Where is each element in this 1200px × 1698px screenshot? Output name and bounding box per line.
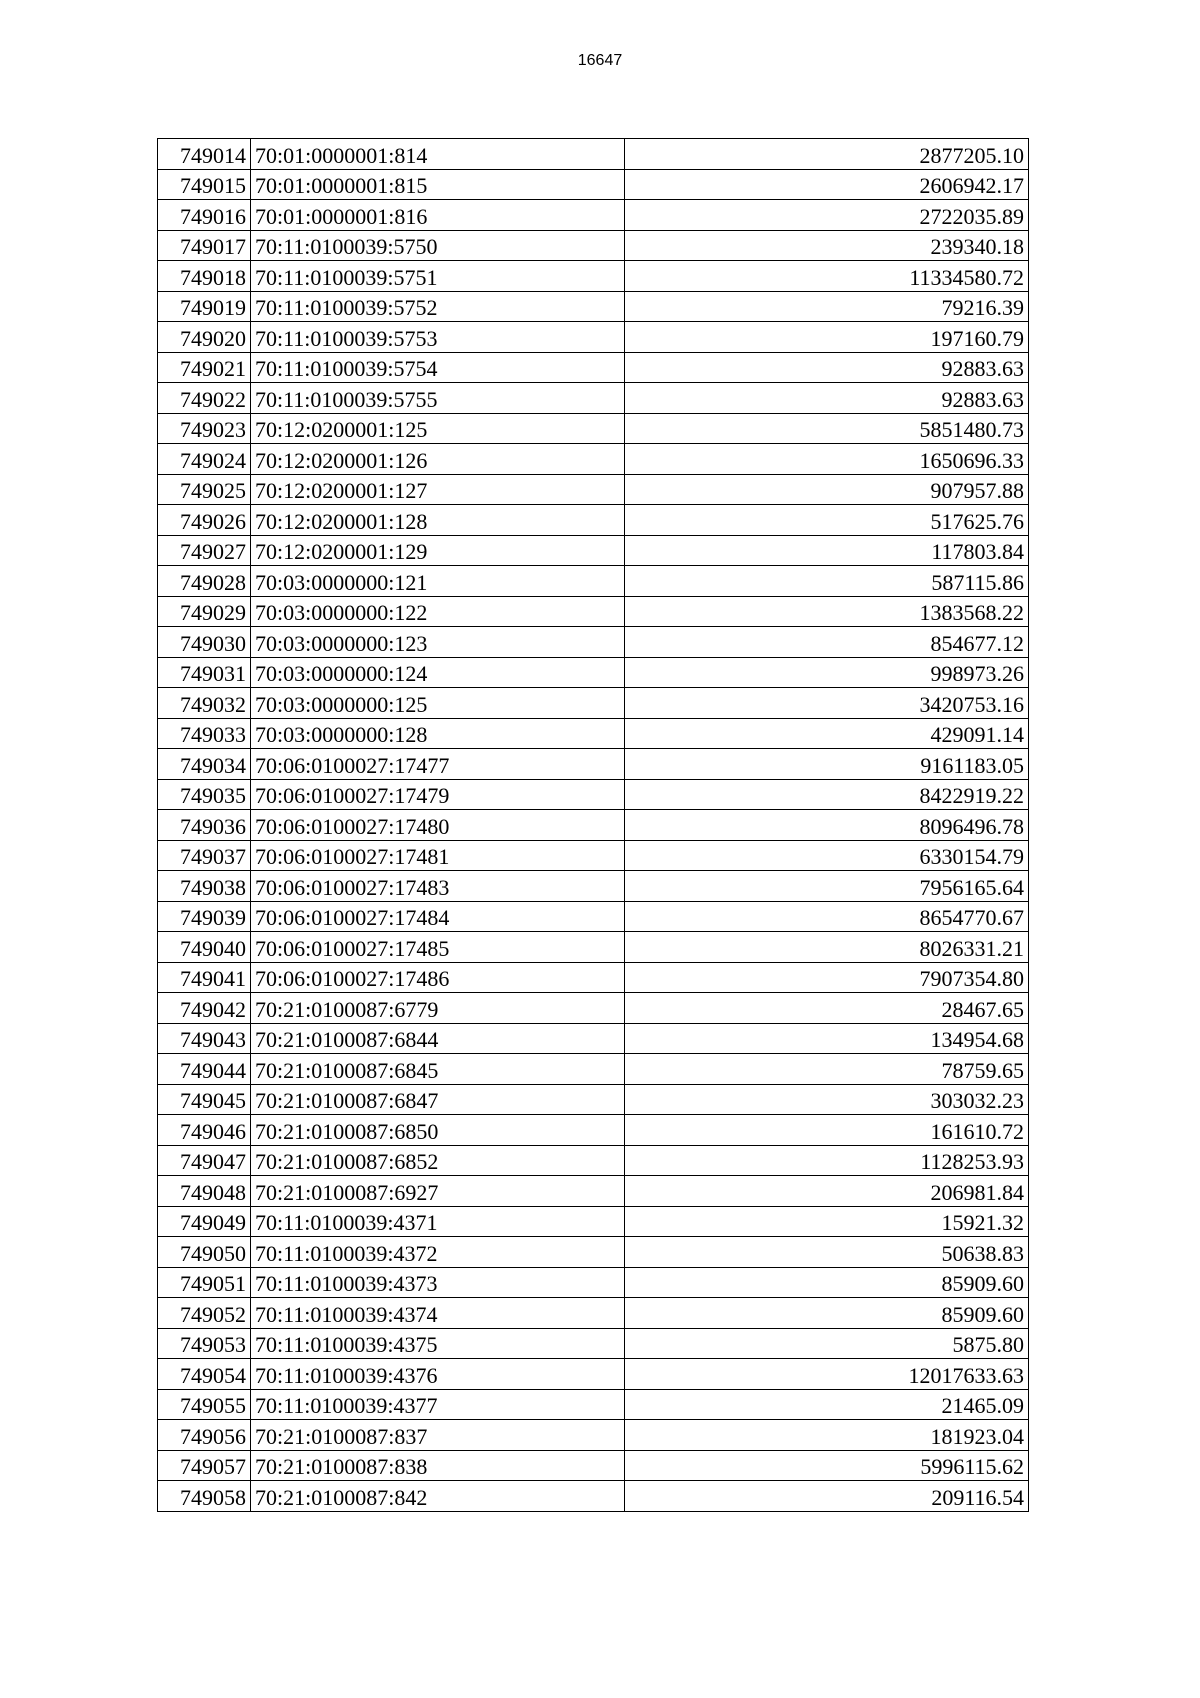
table-row [158,200,1029,231]
row-number-cell: 749016 [158,200,251,231]
table-row [158,1023,1029,1054]
row-number-cell: 749027 [158,535,251,566]
table-row [158,1054,1029,1085]
table-row [158,1267,1029,1298]
cadastral-value-cell: 1383568.22 [625,596,1029,627]
cadastral-value-cell: 79216.39 [625,291,1029,322]
cadastral-number-cell: 70:11:0100039:4377 [251,1389,625,1420]
cadastral-number-cell: 70:03:0000000:122 [251,596,625,627]
cadastral-value-cell: 8026331.21 [625,932,1029,963]
table-row [158,1176,1029,1207]
row-number-cell: 749045 [158,1084,251,1115]
cadastral-number-cell: 70:11:0100039:5755 [251,383,625,414]
row-number-cell: 749028 [158,566,251,597]
cadastral-value-cell: 3420753.16 [625,688,1029,719]
cadastral-number-cell: 70:11:0100039:5752 [251,291,625,322]
row-number-cell: 749052 [158,1298,251,1329]
table-row [158,749,1029,780]
row-number-cell: 749029 [158,596,251,627]
row-number-cell: 749057 [158,1450,251,1481]
row-number-cell: 749039 [158,901,251,932]
cadastral-number-cell: 70:03:0000000:125 [251,688,625,719]
row-number-cell: 749035 [158,779,251,810]
cadastral-value-cell: 907957.88 [625,474,1029,505]
cadastral-value-cell: 209116.54 [625,1481,1029,1512]
table-row [158,596,1029,627]
row-number-cell: 749053 [158,1328,251,1359]
table-row [158,901,1029,932]
cadastral-value-cell: 8654770.67 [625,901,1029,932]
table-row [158,322,1029,353]
row-number-cell: 749019 [158,291,251,322]
table-row [158,413,1029,444]
table-row [158,261,1029,292]
cadastral-number-cell: 70:06:0100027:17480 [251,810,625,841]
table-row [158,1115,1029,1146]
cadastral-value-cell: 5996115.62 [625,1450,1029,1481]
table-row [158,1328,1029,1359]
row-number-cell: 749017 [158,230,251,261]
row-number-cell: 749021 [158,352,251,383]
table-row [158,230,1029,261]
cadastral-value-cell: 11334580.72 [625,261,1029,292]
cadastral-number-cell: 70:21:0100087:842 [251,1481,625,1512]
row-number-cell: 749042 [158,993,251,1024]
cadastral-value-cell: 8422919.22 [625,779,1029,810]
table-row [158,718,1029,749]
row-number-cell: 749049 [158,1206,251,1237]
cadastral-number-cell: 70:21:0100087:6852 [251,1145,625,1176]
cadastral-number-cell: 70:01:0000001:815 [251,169,625,200]
table-row [158,993,1029,1024]
table-row [158,962,1029,993]
cadastral-number-cell: 70:01:0000001:816 [251,200,625,231]
row-number-cell: 749020 [158,322,251,353]
row-number-cell: 749040 [158,932,251,963]
row-number-cell: 749056 [158,1420,251,1451]
cadastral-number-cell: 70:01:0000001:814 [251,139,625,170]
cadastral-value-cell: 134954.68 [625,1023,1029,1054]
table-row [158,291,1029,322]
table-row [158,627,1029,658]
row-number-cell: 749030 [158,627,251,658]
table-row [158,1420,1029,1451]
row-number-cell: 749058 [158,1481,251,1512]
cadastral-number-cell: 70:06:0100027:17479 [251,779,625,810]
row-number-cell: 749022 [158,383,251,414]
table-row [158,1237,1029,1268]
cadastral-value-table [157,138,1029,1512]
cadastral-value-cell: 2606942.17 [625,169,1029,200]
cadastral-number-cell: 70:21:0100087:6927 [251,1176,625,1207]
cadastral-number-cell: 70:12:0200001:125 [251,413,625,444]
cadastral-value-cell: 117803.84 [625,535,1029,566]
table-row [158,139,1029,170]
cadastral-value-cell: 8096496.78 [625,810,1029,841]
cadastral-value-cell: 15921.32 [625,1206,1029,1237]
cadastral-value-cell: 7956165.64 [625,871,1029,902]
cadastral-number-cell: 70:11:0100039:4372 [251,1237,625,1268]
cadastral-value-cell: 92883.63 [625,383,1029,414]
row-number-cell: 749034 [158,749,251,780]
table-row [158,657,1029,688]
cadastral-number-cell: 70:21:0100087:6779 [251,993,625,1024]
cadastral-value-cell: 587115.86 [625,566,1029,597]
cadastral-number-cell: 70:03:0000000:123 [251,627,625,658]
cadastral-number-cell: 70:21:0100087:837 [251,1420,625,1451]
cadastral-value-cell: 21465.09 [625,1389,1029,1420]
cadastral-number-cell: 70:12:0200001:129 [251,535,625,566]
cadastral-value-cell: 1128253.93 [625,1145,1029,1176]
cadastral-number-cell: 70:06:0100027:17481 [251,840,625,871]
table-row [158,810,1029,841]
cadastral-value-cell: 7907354.80 [625,962,1029,993]
table-row [158,871,1029,902]
row-number-cell: 749050 [158,1237,251,1268]
cadastral-value-cell: 239340.18 [625,230,1029,261]
row-number-cell: 749025 [158,474,251,505]
row-number-cell: 749024 [158,444,251,475]
row-number-cell: 749015 [158,169,251,200]
table-row [158,932,1029,963]
row-number-cell: 749054 [158,1359,251,1390]
cadastral-number-cell: 70:11:0100039:5753 [251,322,625,353]
cadastral-number-cell: 70:11:0100039:5751 [251,261,625,292]
cadastral-value-cell: 92883.63 [625,352,1029,383]
row-number-cell: 749055 [158,1389,251,1420]
row-number-cell: 749051 [158,1267,251,1298]
table-row [158,1481,1029,1512]
cadastral-number-cell: 70:11:0100039:4376 [251,1359,625,1390]
table-row [158,505,1029,536]
row-number-cell: 749036 [158,810,251,841]
row-number-cell: 749048 [158,1176,251,1207]
cadastral-value-cell: 181923.04 [625,1420,1029,1451]
cadastral-value-cell: 429091.14 [625,718,1029,749]
cadastral-number-cell: 70:12:0200001:127 [251,474,625,505]
cadastral-number-cell: 70:12:0200001:126 [251,444,625,475]
cadastral-value-cell: 161610.72 [625,1115,1029,1146]
table-row [158,688,1029,719]
row-number-cell: 749033 [158,718,251,749]
cadastral-value-cell: 5851480.73 [625,413,1029,444]
cadastral-number-cell: 70:06:0100027:17486 [251,962,625,993]
cadastral-value-cell: 9161183.05 [625,749,1029,780]
row-number-cell: 749047 [158,1145,251,1176]
table-row [158,352,1029,383]
table-body [158,139,1029,1512]
table-row [158,1389,1029,1420]
cadastral-value-cell: 28467.65 [625,993,1029,1024]
cadastral-value-cell: 303032.23 [625,1084,1029,1115]
row-number-cell: 749041 [158,962,251,993]
table-row [158,1145,1029,1176]
cadastral-value-cell: 85909.60 [625,1267,1029,1298]
table-row [158,383,1029,414]
cadastral-number-cell: 70:03:0000000:121 [251,566,625,597]
cadastral-value-cell: 854677.12 [625,627,1029,658]
cadastral-number-cell: 70:11:0100039:5750 [251,230,625,261]
cadastral-number-cell: 70:03:0000000:124 [251,657,625,688]
cadastral-number-cell: 70:06:0100027:17477 [251,749,625,780]
cadastral-number-cell: 70:11:0100039:4374 [251,1298,625,1329]
table-row [158,1084,1029,1115]
cadastral-value-cell: 206981.84 [625,1176,1029,1207]
cadastral-number-cell: 70:21:0100087:838 [251,1450,625,1481]
table-row [158,1450,1029,1481]
cadastral-number-cell: 70:21:0100087:6850 [251,1115,625,1146]
table-row [158,535,1029,566]
row-number-cell: 749018 [158,261,251,292]
cadastral-value-cell: 6330154.79 [625,840,1029,871]
row-number-cell: 749037 [158,840,251,871]
row-number-cell: 749014 [158,139,251,170]
cadastral-number-cell: 70:11:0100039:4373 [251,1267,625,1298]
page-number: 16647 [577,52,623,69]
cadastral-number-cell: 70:21:0100087:6844 [251,1023,625,1054]
cadastral-number-cell: 70:21:0100087:6845 [251,1054,625,1085]
table-row [158,1206,1029,1237]
cadastral-value-cell: 85909.60 [625,1298,1029,1329]
row-number-cell: 749046 [158,1115,251,1146]
cadastral-number-cell: 70:11:0100039:4371 [251,1206,625,1237]
cadastral-number-cell: 70:03:0000000:128 [251,718,625,749]
cadastral-value-cell: 78759.65 [625,1054,1029,1085]
row-number-cell: 749026 [158,505,251,536]
row-number-cell: 749043 [158,1023,251,1054]
row-number-cell: 749023 [158,413,251,444]
row-number-cell: 749038 [158,871,251,902]
cadastral-value-cell: 1650696.33 [625,444,1029,475]
table-row [158,840,1029,871]
cadastral-value-cell: 517625.76 [625,505,1029,536]
cadastral-value-cell: 50638.83 [625,1237,1029,1268]
row-number-cell: 749032 [158,688,251,719]
row-number-cell: 749044 [158,1054,251,1085]
table-row [158,1359,1029,1390]
cadastral-number-cell: 70:06:0100027:17485 [251,932,625,963]
cadastral-number-cell: 70:11:0100039:5754 [251,352,625,383]
table-row [158,779,1029,810]
cadastral-value-cell: 12017633.63 [625,1359,1029,1390]
table-row [158,169,1029,200]
table-row [158,474,1029,505]
cadastral-number-cell: 70:12:0200001:128 [251,505,625,536]
cadastral-number-cell: 70:06:0100027:17483 [251,871,625,902]
row-number-cell: 749031 [158,657,251,688]
cadastral-value-cell: 998973.26 [625,657,1029,688]
cadastral-number-cell: 70:21:0100087:6847 [251,1084,625,1115]
cadastral-value-cell: 2722035.89 [625,200,1029,231]
cadastral-number-cell: 70:06:0100027:17484 [251,901,625,932]
table-row [158,1298,1029,1329]
cadastral-value-cell: 2877205.10 [625,139,1029,170]
table-row [158,566,1029,597]
table-row [158,444,1029,475]
cadastral-value-cell: 197160.79 [625,322,1029,353]
cadastral-number-cell: 70:11:0100039:4375 [251,1328,625,1359]
cadastral-value-cell: 5875.80 [625,1328,1029,1359]
